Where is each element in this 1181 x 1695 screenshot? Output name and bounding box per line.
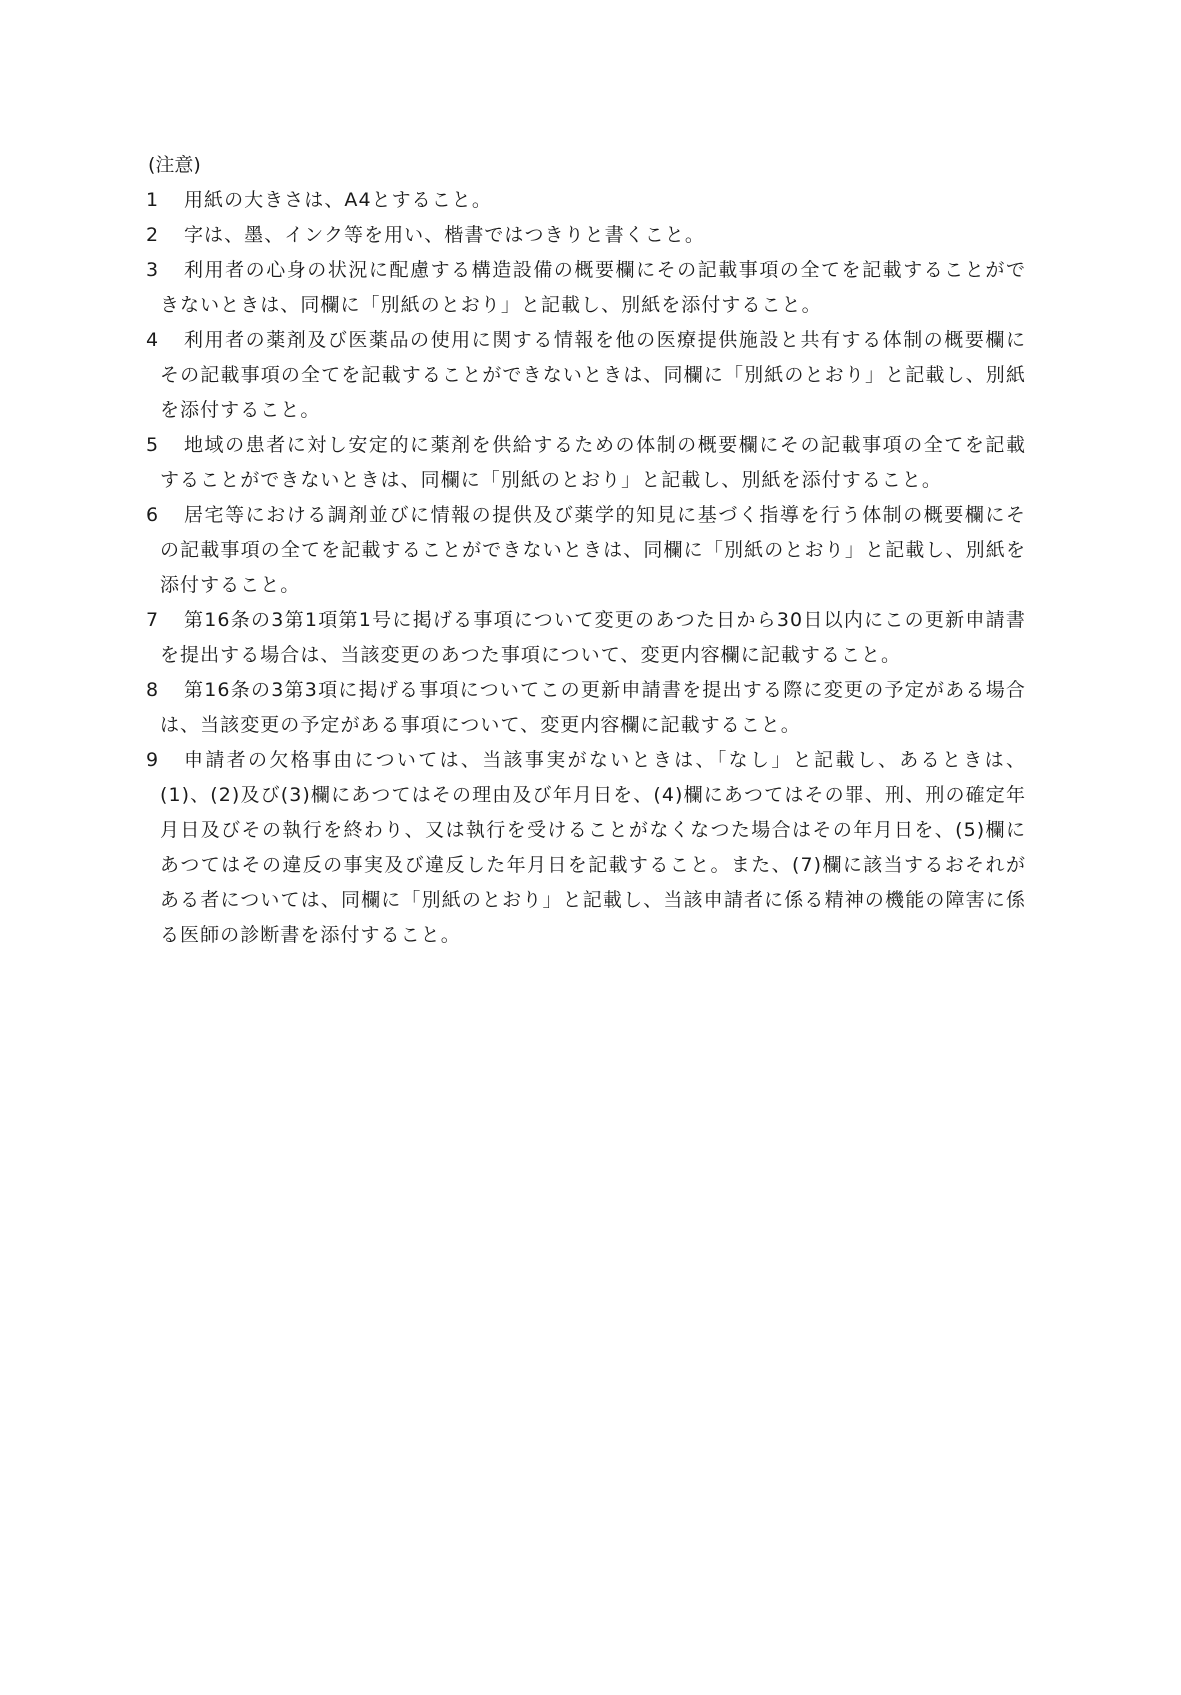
- note-number: 8: [146, 679, 160, 701]
- note-item-4: [146, 323, 1026, 428]
- notes-section: [146, 148, 1026, 953]
- note-item-1: [146, 183, 1026, 218]
- note-text: 居宅等における調剤並びに情報の提供及び薬学的知見に基づく指導を行う体制の概要欄にその記載事項の全てを記載することができないときは、同欄に「別紙のとおり」と記載し、別紙を添付すること。: [160, 504, 1026, 596]
- note-item-6: [146, 498, 1026, 603]
- note-text: 第16条の3第3項に掲げる事項についてこの更新申請書を提出する際に変更の予定がある場合は、当該変更の予定がある事項について、変更内容欄に記載すること。: [160, 679, 1026, 736]
- note-number: 7: [146, 609, 160, 631]
- note-number: 4: [146, 329, 160, 351]
- note-text: 利用者の薬剤及び医薬品の使用に関する情報を他の医療提供施設と共有する体制の概要欄にその記載事項の全てを記載することができないときは、同欄に「別紙のとおり」と記載し、別紙を添付すること。: [160, 329, 1026, 421]
- note-number: 5: [146, 434, 160, 456]
- note-text: 利用者の心身の状況に配慮する構造設備の概要欄にその記載事項の全てを記載することができないときは、同欄に「別紙のとおり」と記載し、別紙を添付すること。: [160, 259, 1026, 316]
- note-item-7: [146, 603, 1026, 673]
- note-item-3: [146, 253, 1026, 323]
- note-item-5: [146, 428, 1026, 498]
- note-number: 6: [146, 504, 160, 526]
- note-item-8: [146, 673, 1026, 743]
- note-item-2: [146, 218, 1026, 253]
- notes-list: [146, 183, 1026, 953]
- note-item-9: [146, 743, 1026, 953]
- note-text: 申請者の欠格事由については、当該事実がないときは、「なし」と記載し、あるときは、(1)、(2)及び(3)欄にあつてはその理由及び年月日を、(4)欄にあつてはその罪、刑、刑の確定年月日及びその執行を終わり、又は執行を受けることがなくなつた場合はその年月日を、(5)欄にあつてはその違反の事実及び違反した年月日を記載すること。また、(7)欄に該当するおそれがある者については、同欄に「別紙のとおり」と記載し、当該申請者に係る精神の機能の障害に係る医師の診断書を添付すること。: [160, 749, 1026, 946]
- note-text: 地域の患者に対し安定的に薬剤を供給するための体制の概要欄にその記載事項の全てを記載することができないときは、同欄に「別紙のとおり」と記載し、別紙を添付すること。: [160, 434, 1026, 491]
- notes-heading: (注意): [148, 154, 201, 176]
- note-text: 第16条の3第1項第1号に掲げる事項について変更のあつた日から30日以内にこの更新申請書を提出する場合は、当該変更のあつた事項について、変更内容欄に記載すること。: [160, 609, 1026, 666]
- note-number: 9: [146, 749, 160, 771]
- note-number: 1: [146, 189, 160, 211]
- note-number: 3: [146, 259, 160, 281]
- note-text: 用紙の大きさは、A4とすること。: [184, 189, 492, 211]
- note-number: 2: [146, 224, 160, 246]
- note-text: 字は、墨、インク等を用い、楷書ではつきりと書くこと。: [184, 224, 705, 246]
